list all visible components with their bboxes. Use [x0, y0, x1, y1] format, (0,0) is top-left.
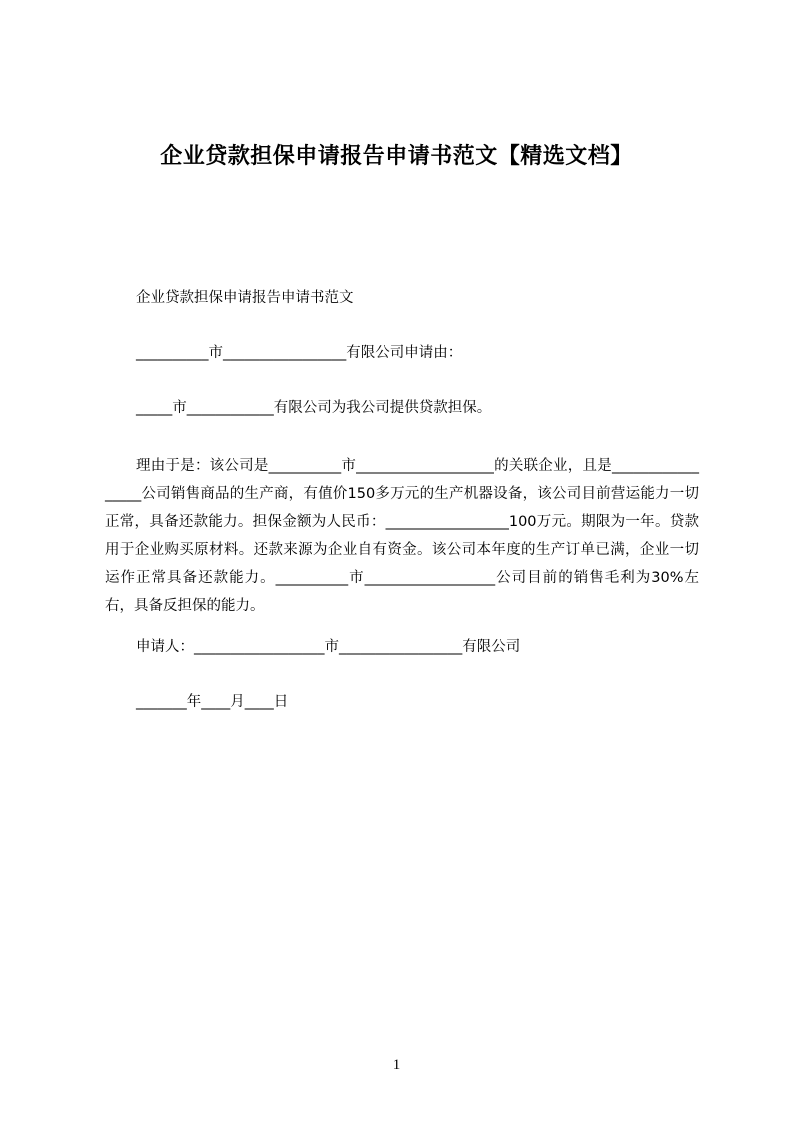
- applicant-line: 申请人：__________________市_________________有限公司: [136, 639, 521, 655]
- document-title: 企业贷款担保申请报告申请书范文【精选文档】: [160, 144, 633, 169]
- document-heading: 企业贷款担保申请报告申请书范文: [136, 290, 354, 306]
- date-line: _______年____月____日: [136, 694, 289, 710]
- company-reason-line: __________市_________________有限公司申请由：: [136, 345, 463, 361]
- reason-paragraph: 理由于是：该公司是__________市___________________的关联企业，且是_________________公司销售商品的生产商，有值价150多万元的生产机器设备，该公司目前营运能力一切正常，具备还款能力。担保金额为人民币：_________________100万元。期限为一年。贷款用于企业购买原材料。还款来源为企业自有资金。该公司本年度的生产订单已满，企业一切运作正常具备还款能力。__________市__________________公司目前的销售毛利为30%左右，具备反担保的能力。: [105, 458, 699, 614]
- guarantee-request-line: _____市____________有限公司为我公司提供贷款担保。: [136, 400, 492, 416]
- page-number: 1: [392, 1057, 401, 1073]
